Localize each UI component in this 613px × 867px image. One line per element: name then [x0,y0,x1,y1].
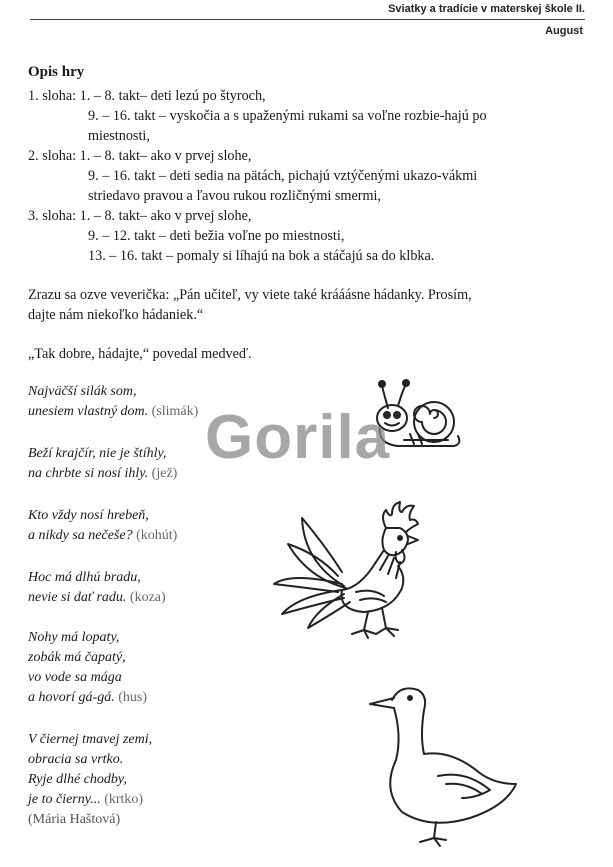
riddle [28,568,166,608]
step-prefix: 2. sloha: 1. – 8. takt [28,148,140,164]
header-rule [30,19,585,20]
riddle-answer: (jež) [151,466,178,481]
riddle-line: Najväčší silák som, [28,384,137,399]
riddle-line: Beží krajčír, nie je štíhly, [28,446,167,461]
running-header-month: August [545,25,583,37]
step-text: – ako v prvej slohe, [139,148,252,164]
step-text: 9. – 12. takt – deti bežia voľne po miestnosti, [88,228,345,244]
riddle [28,628,147,708]
step-prefix: 3. sloha: 1. – 8. takt [28,208,140,224]
step-text: 13. – 16. takt – pomaly si líhajú na bok a stáčajú sa do klbka. [88,248,435,264]
riddle-answer: (kohút) [136,528,178,543]
dialogue-paragraph: „Tak dobre, hádajte,“ povedal medveď. [28,346,252,362]
step-text: 9. – 16. takt – vyskočia a s upaženými rukami sa voľne rozbie-hajú po miestnosti, [88,108,487,144]
step-prefix: 1. sloha: 1. – 8. takt [28,88,140,104]
step-row [28,206,498,226]
riddle-line: Nohy má lopaty, [28,630,120,645]
riddle-line: a hovorí gá-gá. [28,690,115,705]
step-row [28,166,498,206]
riddle-line: Ryje dlhé chodby, [28,772,127,787]
riddle-line: zobák má čapatý, [28,650,126,665]
riddle-line: unesiem vlastný dom. [28,404,149,419]
riddle-answer: (slimák) [151,404,199,419]
riddle-line: na chrbte si nosí ihly. [28,466,149,481]
riddle-answer: (krtko) [104,792,144,807]
riddle-line: obracia sa vrtko. [28,752,124,767]
riddle-line: nevie si dať radu. [28,590,127,605]
watermark: Gorila [205,403,391,472]
step-text: 9. – 16. takt – deti sedia na pätách, pichajú vztýčenými ukazo-vákmi striedavo pravou a ľavou rukou rozličnými smermi, [88,168,478,204]
step-row [28,246,498,266]
step-row [28,86,498,106]
section-title: Opis hry [28,64,85,80]
goose-illustration [366,680,526,850]
riddle [28,444,177,484]
step-text: – ako v prvej slohe, [139,208,252,224]
poem-author: (Mária Haštová) [28,812,121,827]
riddle-answer: (koza) [129,590,166,605]
step-row [28,226,498,246]
step-row [28,146,498,166]
riddle-line: je to čierny... [28,792,101,807]
riddle [28,730,152,830]
step-row [28,106,498,146]
main-text [28,62,498,364]
dialogue-paragraph: Zrazu sa ozve veverička: „Pán učiteľ, vy viete také krááásne hádanky. Prosím, dajte nám niekoľko hádaniek.“ [28,287,472,323]
riddle [28,382,198,422]
riddle-line: a nikdy sa nečeše? [28,528,133,543]
riddle-line: Kto vždy nosí hrebeň, [28,508,149,523]
riddle-line: V čiernej tmavej zemi, [28,732,153,747]
riddle-line: Hoc má dlhú bradu, [28,570,141,585]
rooster-illustration [268,492,428,642]
riddle [28,506,177,546]
steps-list [28,86,498,266]
riddle-answer: (hus) [118,690,147,705]
running-header-title: Sviatky a tradície v materskej škole II. [388,3,585,15]
step-text: – deti lezú po štyroch, [139,88,266,104]
riddle-line: vo vode sa mága [28,670,122,685]
